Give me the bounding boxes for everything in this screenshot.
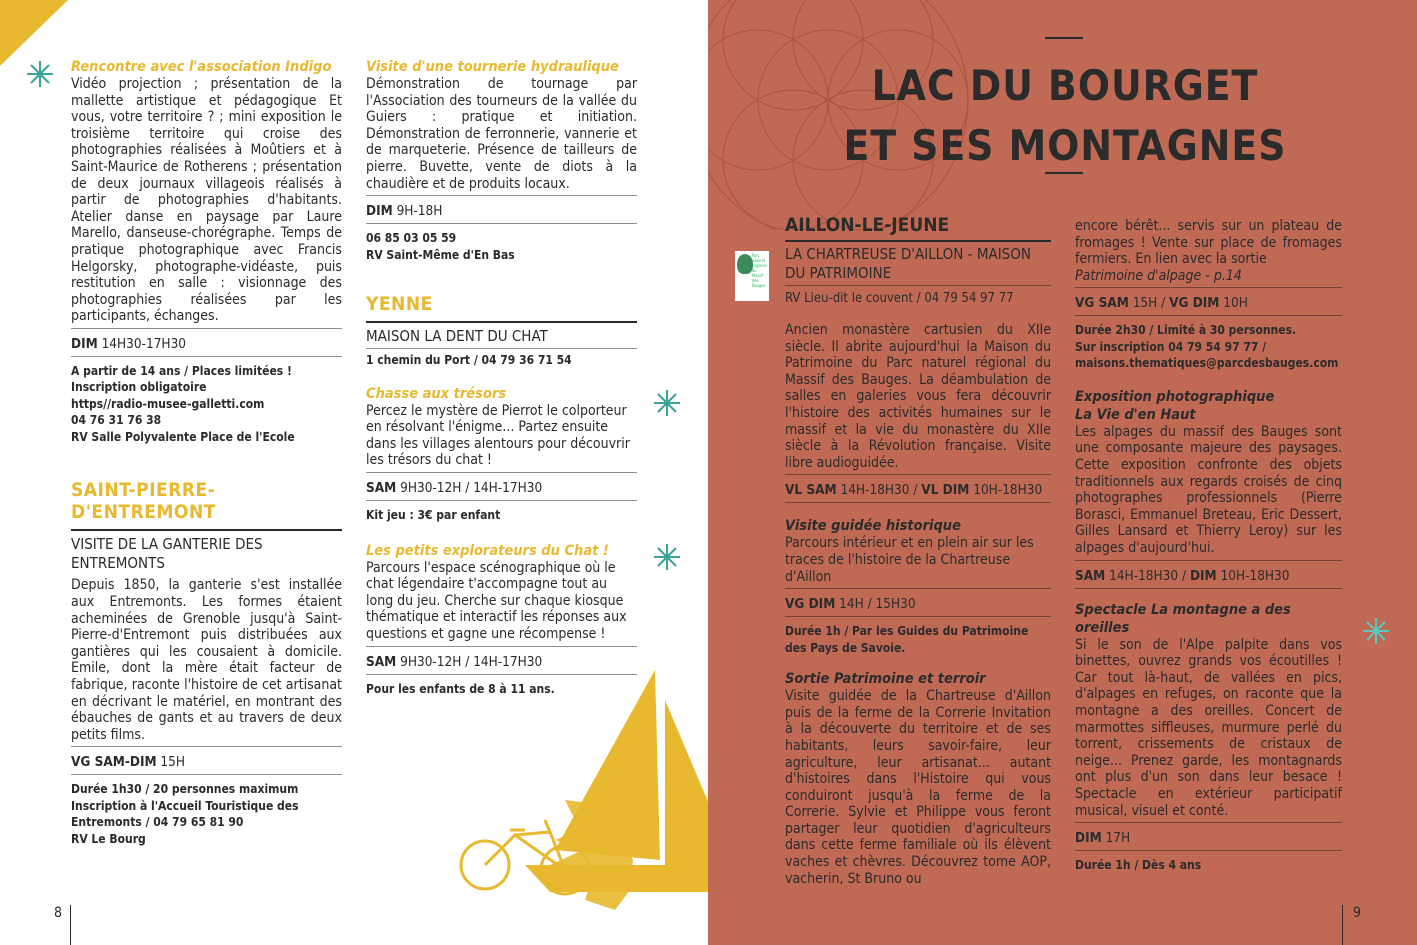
page-number: 8	[54, 905, 63, 921]
event-schedule: VG SAM 15H / VG DIM 10H	[1075, 295, 1248, 312]
left-column-1	[71, 58, 342, 847]
event-info: Durée 1h / Par les Guides du Patrimoine des Pays de Savoie.	[785, 624, 1029, 655]
event-reference: Patrimoine d'alpage - p.14	[1075, 267, 1242, 284]
event-meeting-point: RV Saint-Même d'En Bas	[366, 247, 515, 262]
park-logo	[735, 251, 769, 301]
venue-schedule: VL SAM 14H-18H30 / VL DIM 10H-18H30	[785, 482, 1043, 499]
event-schedule: SAM 9H30-12H / 14H-17H30	[366, 653, 543, 670]
snowflake-icon	[651, 387, 683, 419]
event-title: Chasse aux trésors	[366, 385, 507, 402]
venue-schedule: VG SAM-DIM 15H	[71, 754, 186, 771]
right-column-1	[785, 214, 1051, 887]
event-schedule: SAM 14H-18H30 / DIM 10H-18H30	[1075, 567, 1290, 584]
event-subtitle: La Vie d'en Haut	[1075, 406, 1196, 423]
event-title: Rencontre avec l'association Indigo	[71, 59, 332, 75]
page-number: 9	[1353, 905, 1362, 921]
right-page	[708, 0, 1417, 945]
event-description: Démonstration de tournage par l'Association des tourneurs de la vallée du Guiers : pratique et initiation. Démonstration de ferronnerie, vannerie et de marqueterie. Présence de tailleurs de pierre. Buvette, vente de diots à la chaudière et de produits locaux.	[366, 76, 637, 192]
page-number-divider	[1342, 905, 1343, 945]
place-heading: SAINT-PIERRE-D'ENTREMONT	[71, 479, 216, 524]
event-phone: 06 85 03 05 59	[366, 231, 457, 246]
event-description: Les alpages du massif des Bauges sont une composante majeure des paysages. Cette exposition confronte des objets traditionnels aux regards croisés de cinq photographes professionnels (Pierre Borasci, Emmanuel Breteau, Eric Dessert, Gilles Lansard et Thierry Leroy) sur les alpages d'aujourd'hui.	[1075, 423, 1342, 557]
left-column-2	[366, 58, 637, 697]
event-info: Durée 1h / Dès 4 ans	[1075, 858, 1202, 873]
venue-description: Ancien monastère cartusien du XIIe siècle. Il abrite aujourd'hui la Maison du Patrimoine du Parc naturel régional du Massif des Bauges. La déambulation de salles en galeries vous fera découvrir l'histoire des activités humaines sur le massif et la vie du monastère du XIIe siècle à la Révolution française. Visite libre audioguidée.	[785, 322, 1051, 471]
event-schedule: VG DIM 14H / 15H30	[785, 596, 916, 613]
title-rule	[1045, 172, 1083, 174]
venue-heading: VISITE DE LA GANTERIE DES ENTREMONTS	[71, 529, 342, 573]
event-description: Si le son de l'Alpe palpite dans vos binettes, ouvrez grands vos écoutilles ! Car tout là-haut, de vallées en pics, d'alpages en refuges, on raconte que la montagne a des oreilles. Concert de marmottes siffleuses, murmure perlé du torrent, crissements de cristaux de neige... Prenez garde, les montagnards ont plus d'un son dans leur besace ! Spectacle en extérieur participatif musical, visuel et conté.	[1075, 636, 1342, 819]
event-schedule: DIM 17H	[1075, 830, 1131, 847]
event-description: Parcours l'espace scénographique où le chat légendaire t'accompagne tout au long du jeu. Cherche sur chaque kiosque thématique et interactif les réponses aux questions et gagne une récompense !	[366, 559, 627, 642]
event-link[interactable]: https//radio-musee-galletti.com	[71, 396, 265, 411]
snowflake-icon	[24, 58, 56, 90]
event-schedule: SAM 9H30-12H / 14H-17H30	[366, 480, 543, 497]
venue-heading: LA CHARTREUSE D'AILLON - MAISON DU PATRIMOINE	[785, 240, 1051, 283]
place-heading: YENNE	[366, 293, 433, 316]
snowflake-icon	[651, 541, 683, 573]
event-title: Spectacle La montagne a des oreilles	[1075, 601, 1291, 636]
venue-heading: MAISON LA DENT DU CHAT	[366, 321, 637, 346]
title-rule	[1045, 37, 1083, 39]
logo-text: Parc naturel régional du Massif des Bauges	[752, 253, 767, 288]
event-info: A partir de 14 ans / Places limitées !	[71, 363, 292, 378]
event-info: Kit jeu : 3€ par enfant	[366, 508, 501, 523]
event-title: Visite d'une tournerie hydraulique	[366, 59, 619, 75]
event-title: Sortie Patrimoine et terroir	[785, 671, 986, 688]
venue-meeting-point: RV Le Bourg	[71, 831, 146, 846]
right-column-2	[1075, 218, 1342, 874]
leaf-icon	[737, 254, 753, 274]
venue-description: Depuis 1850, la ganterie s'est installée aux Entremonts. Les formes étaient acheminées de Grenoble jusqu'à Saint-Pierre-d'Entremont puis distribuées aux gantières qui les cousaient à domicile. Emile, dont la mère était facteur de fabrique, raconte l'histoire de cet artisanat en décrivant le matériel, en montrant des ébauches de gants et au travers de deux petits films.	[71, 577, 342, 743]
event-phone: Sur inscription 04 79 54 97 77 /	[1075, 339, 1267, 354]
event-description: Vidéo projection ; présentation de la mallette artistique et pédagogique Et vous, votre territoire ? ; mini exposition le troisième territoire qui croise des photographies réalisées à Moûtiers et à Saint-Maurice de Rotherens ; présentation de deux journaux villageois réalisés à partir de photographies d'habitants. Atelier danse en paysage par Laure Marello, danseuse-chorégraphe. Temps de pratique photographique avec Francis Helgorsky, photographe-vidéaste, puis restitution en salle : visionnage des photographies réalisées par les participants, échanges.	[71, 76, 342, 325]
event-meeting-point: RV Salle Polyvalente Place de l'Ecole	[71, 429, 295, 444]
place-heading: AILLON-LE-JEUNE	[785, 214, 950, 236]
event-info: Durée 2h30 / Limité à 30 personnes.	[1075, 323, 1297, 338]
event-schedule: DIM 9H-18H	[366, 203, 443, 220]
venue-info: Inscription à l'Accueil Touristique des Entremonts / 04 79 65 81 90	[71, 798, 299, 830]
event-description: Percez le mystère de Pierrot le colporteur en résolvant l'énigme... Partez ensuite dans les villages alentours pour découvrir les trésors du chat !	[366, 402, 630, 469]
sailboat-bicycle-illustration	[455, 660, 708, 910]
venue-address: RV Lieu-dit le couvent / 04 79 54 97 77	[785, 291, 1014, 306]
event-title: Les petits explorateurs du Chat !	[366, 542, 609, 559]
snowflake-icon	[1360, 615, 1392, 647]
event-title: Exposition photographique	[1075, 388, 1275, 405]
event-title: Visite guidée historique	[785, 518, 961, 535]
page-title: LAC DU BOURGET ET SES MONTAGNES	[843, 61, 1287, 170]
event-schedule: DIM 14H30-17H30	[71, 335, 187, 352]
event-info: Pour les enfants de 8 à 11 ans.	[366, 681, 555, 696]
event-description-continued: encore bérêt... servis sur un plateau de fromages ! Vente sur place de fromages fermiers. En lien avec la sortie	[1075, 218, 1342, 268]
event-description: Parcours intérieur et en plein air sur les traces de l'histoire de la Chartreuse d'Aillon	[785, 535, 1034, 585]
event-email[interactable]: maisons.thematiques@parcdesbauges.com	[1075, 356, 1339, 371]
page-number-divider	[70, 905, 71, 945]
venue-info: Durée 1h30 / 20 personnes maximum	[71, 782, 299, 797]
venue-address: 1 chemin du Port / 04 79 36 71 54	[366, 353, 572, 368]
event-info: Inscription obligatoire	[71, 380, 207, 395]
event-description: Visite guidée de la Chartreuse d'Aillon puis de la ferme de la Correrie Invitation à la découverte du territoire et de ses habitants, leurs savoir-faire, leur agriculture, leur artisanat... autant d'histoires dans l'Histoire qui vous conduiront jusqu'à la ferme de la Correrie. Sylvie et Philippe vous feront partager leur quotidien d'agriculteurs dans cette ferme familiale où ils élèvent vaches et chèvres. Découvrez tome AOP, vacherin, St Bruno ou	[785, 688, 1051, 887]
event-phone: 04 76 31 76 38	[71, 413, 162, 428]
left-page	[0, 0, 708, 945]
